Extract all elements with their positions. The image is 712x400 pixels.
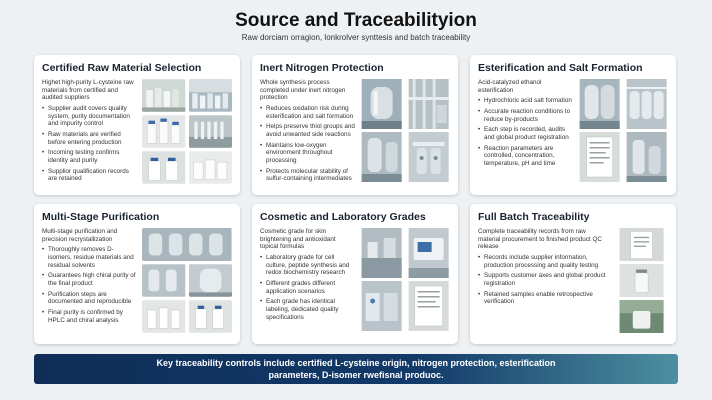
reactor-vessel-photo — [360, 79, 403, 129]
analyzer-photo — [360, 281, 403, 331]
sample-bottles-photo — [142, 151, 185, 184]
card-intro: Cosmetic grade for skin brightening and antioxidant topical formulas — [260, 228, 336, 251]
steel-reactors-photo — [578, 79, 621, 129]
piping-system-photo — [407, 79, 450, 129]
list-item: • Final purity is confirmed by HPLC and chiral analysis — [42, 309, 137, 324]
card-purification — [34, 204, 240, 344]
card-heading: Certified Raw Material Selection — [42, 62, 202, 74]
summary-banner — [34, 354, 678, 384]
list-item: • Accurate reaction conditions to reduce by-products — [478, 108, 573, 123]
card-nitrogen — [252, 55, 458, 195]
list-item: • Purification steps are documented and reproducible — [42, 291, 137, 306]
list-item: • Reduces oxidation risk during esterification and salt formation — [260, 105, 355, 120]
reagent-bottles-photo — [142, 300, 185, 333]
control-panel-photo — [625, 132, 668, 182]
card-intro: Multi-stage purification and precision recrystallization — [42, 228, 118, 243]
list-item: • Guarantees high chiral purity of the final product — [42, 272, 137, 287]
banner-line: parameters, D-isomer rwefisnal produoc. — [268, 370, 444, 380]
purification-system-photo — [142, 228, 232, 261]
tank-array-photo — [625, 79, 668, 129]
crystallizer-photo — [189, 264, 232, 297]
list-item: • Supplier audit covers quality system, purity documentation and impurity control — [42, 105, 137, 128]
list-item: • Incoming testing confirms identity and purity — [42, 149, 137, 164]
list-item: • Reaction parameters are controlled, concentration, temperature, pH and time — [478, 145, 573, 168]
page-subtitle: Raw dorciam orragion, lonkrolver synttesis and batch traceability — [241, 33, 471, 42]
card-grades — [252, 204, 458, 344]
certificate-photo — [407, 281, 450, 331]
nitrogen-line-photo — [360, 132, 403, 182]
document-photo — [615, 228, 668, 261]
list-item: • Raw materials are verified before entering production — [42, 131, 137, 146]
batch-record-photo — [578, 132, 621, 182]
list-item: • Laboratory grade for cell culture, peptide synthesis and redox biochemistry research — [260, 254, 355, 277]
card-heading: Multi-Stage Purification — [42, 211, 160, 223]
list-item: • Helps preserve thiol groups and avoid unwanted side reactions — [260, 123, 355, 138]
list-item: • Each grade has identical labeling, dedicated quality specifications — [260, 298, 355, 321]
list-item: • Retained samples enable retrospective verification — [478, 291, 610, 306]
card-intro: Complete traceability records from raw material procurement to finished product QC release — [478, 228, 602, 251]
card-heading: Inert Nitrogen Protection — [260, 62, 384, 74]
card-raw-material — [34, 55, 240, 195]
lab-bench-photo — [360, 228, 403, 278]
list-item: • Different grades different application scenarios — [260, 280, 355, 295]
filter-units-photo — [142, 264, 185, 297]
card-esterification — [470, 55, 676, 195]
process-equipment-photo — [407, 132, 450, 182]
retained-sample-photo — [615, 300, 668, 333]
test-tubes-photo — [189, 115, 232, 148]
page-title: Source and Traceabilityion — [235, 10, 477, 31]
list-item: • Each step is recorded, audits and global product registration — [478, 126, 573, 141]
list-item: • Thoroughly removes D-isomers, residue materials and residual solvents — [42, 246, 137, 269]
list-item: • Protects molecular stability of sulfur-containing intermediates — [260, 168, 355, 183]
sample-vials-photo — [189, 300, 232, 333]
card-heading: Esterification and Salt Formation — [478, 62, 643, 74]
card-heading: Cosmetic and Laboratory Grades — [260, 211, 426, 223]
card-intro: Highet high-purity L-cysteine raw materials from certified and audited suppliers — [42, 79, 134, 102]
list-item: • Supplior qualification records are retained — [42, 168, 137, 183]
card-heading: Full Batch Traceability — [478, 211, 590, 223]
list-item: • Maintains low-oxygen environment throughout processing — [260, 142, 355, 165]
instrument-photo — [407, 228, 450, 278]
lab-bottles-photo — [142, 79, 185, 112]
card-intro: Whole synthesis process completed under inert nitrogen protection — [260, 79, 346, 102]
glassware-photo — [189, 79, 232, 112]
list-item: • Hydrochloric acid salt formation — [478, 97, 573, 105]
list-item: • Records include supplier information, production processing and quality testing — [478, 254, 610, 269]
banner-line: Key traceability controls include certified L-cysteine origin, nitrogen protection, esterification — [156, 358, 556, 368]
list-item: • Supports customer axes and global product registration — [478, 272, 610, 287]
card-traceability — [470, 204, 676, 344]
vials-photo — [189, 151, 232, 184]
reagent-bottles-photo — [142, 115, 185, 148]
sample-jar-photo — [615, 264, 668, 297]
card-intro: Acid-catalyzed ethanol esterification — [478, 79, 542, 94]
